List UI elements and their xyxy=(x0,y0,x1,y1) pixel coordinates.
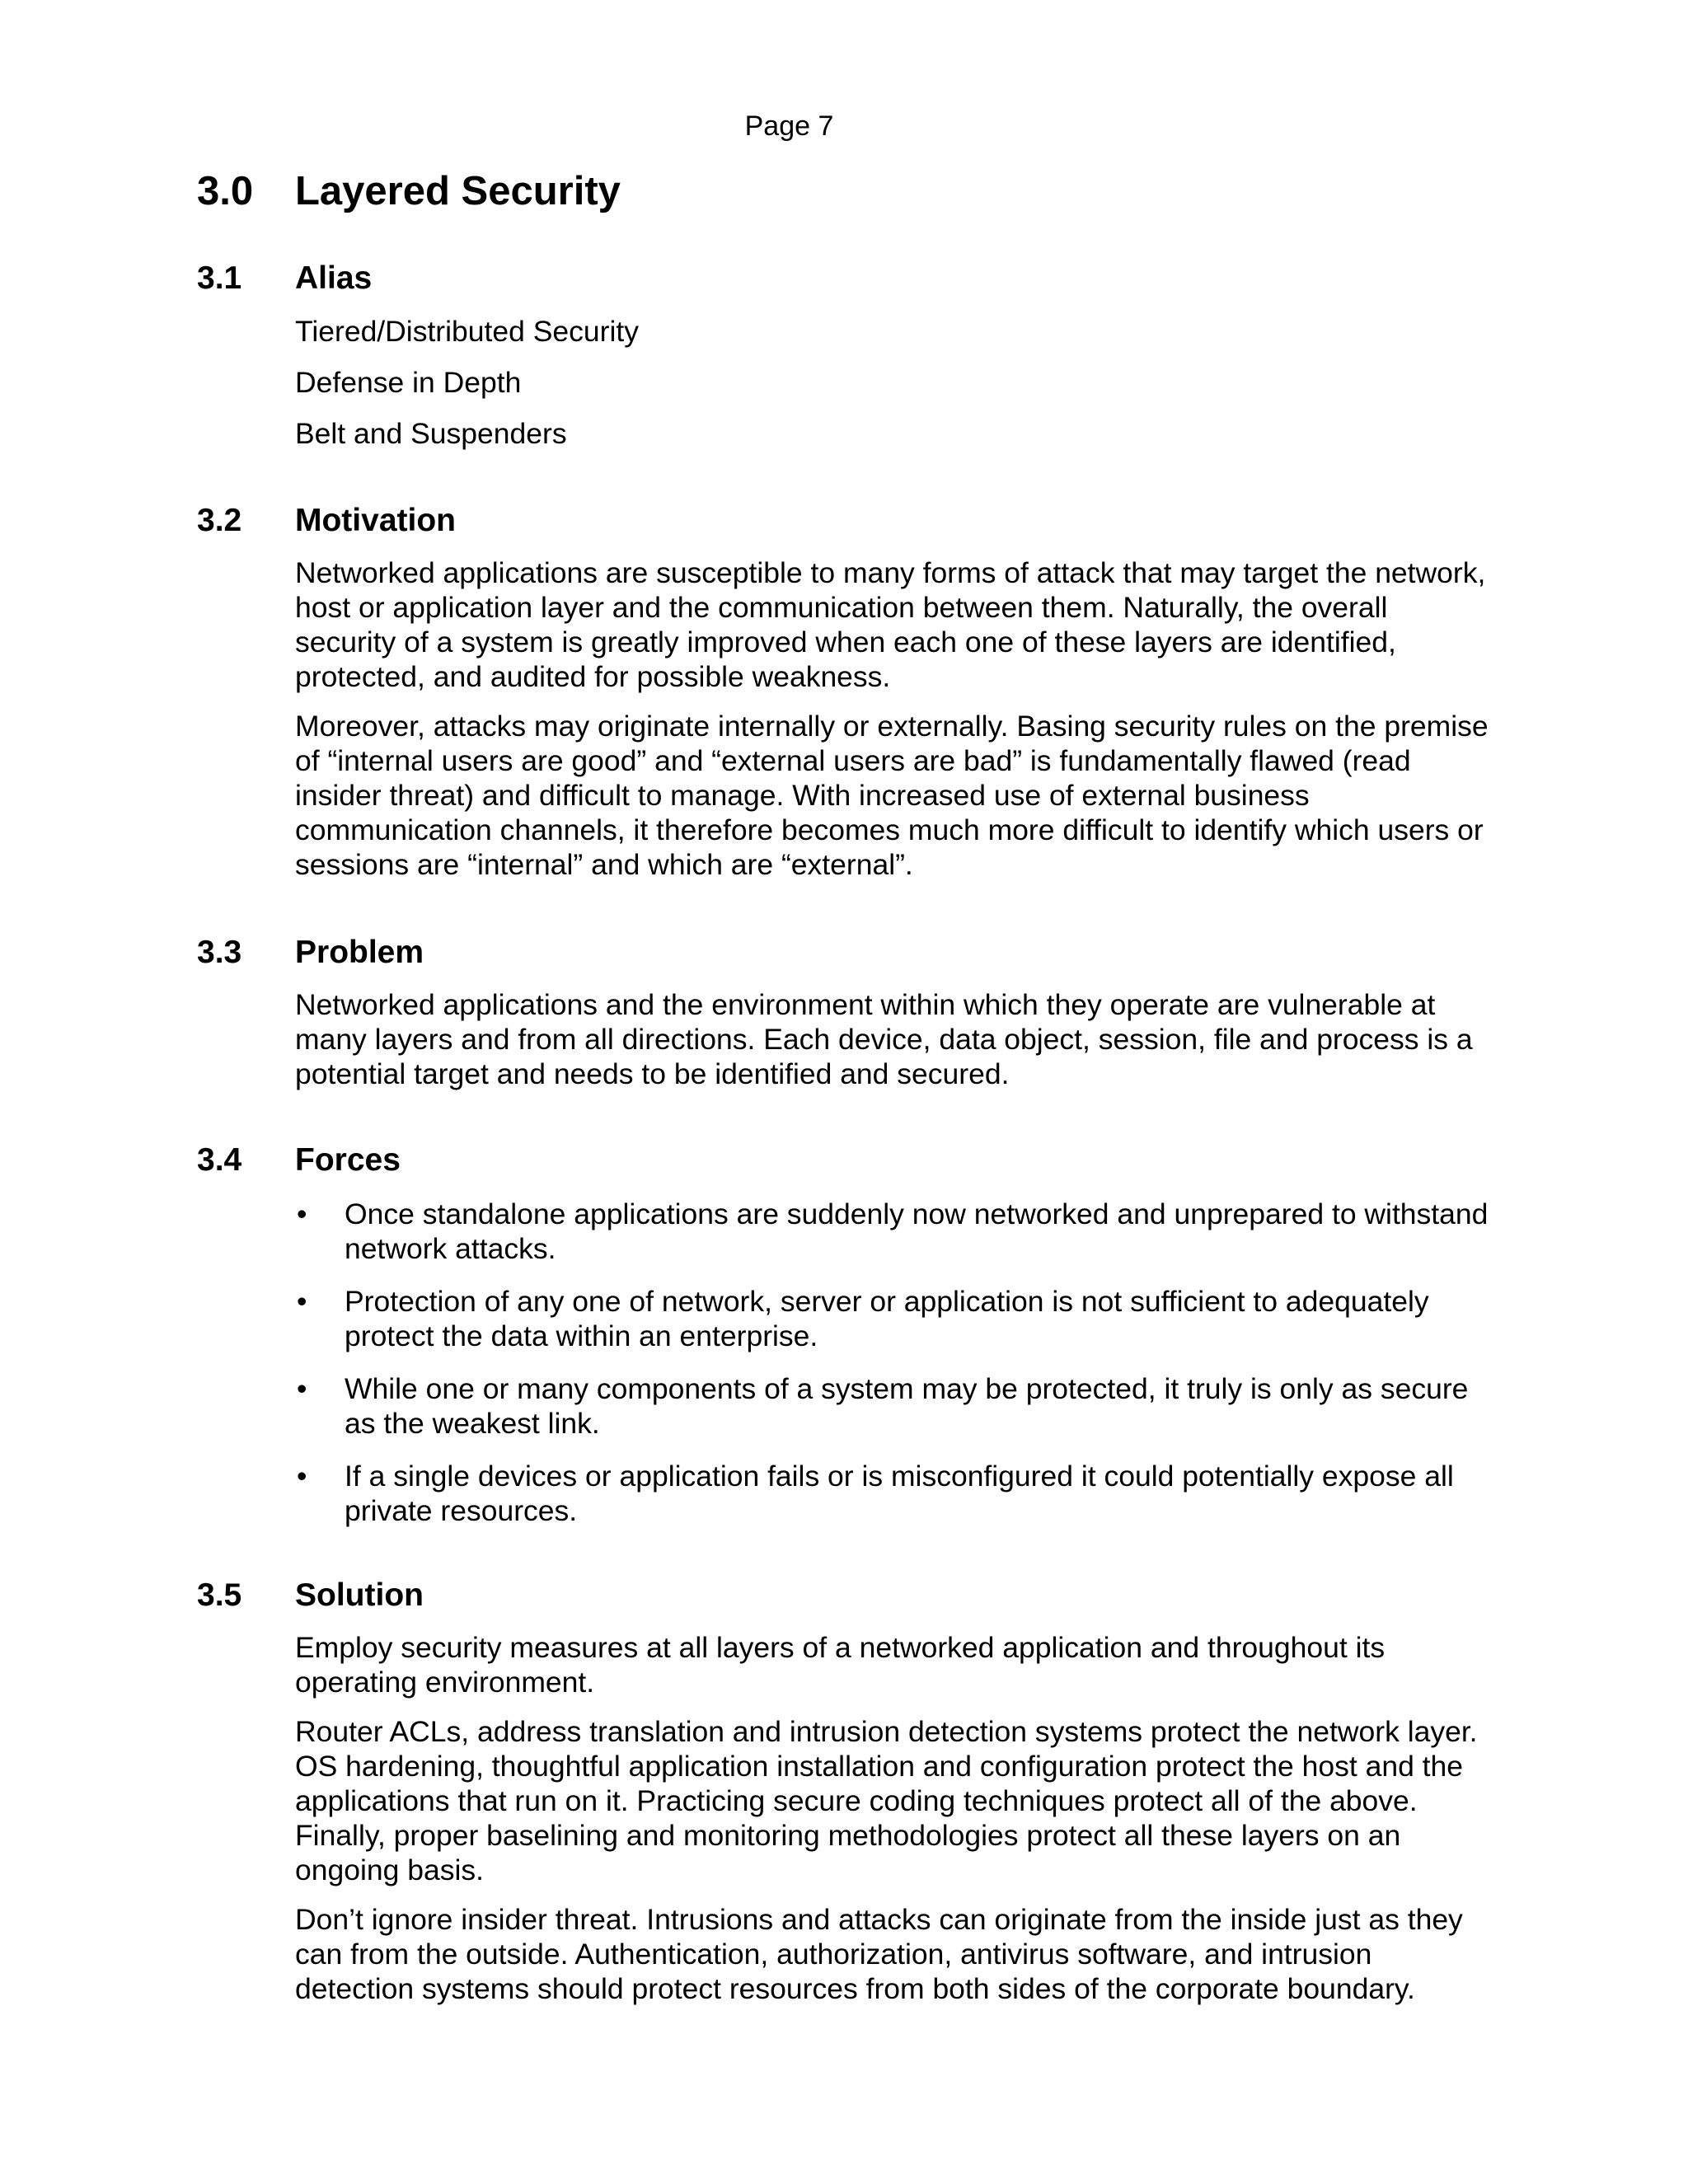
section-heading-forces xyxy=(197,1141,401,1180)
forces-list xyxy=(295,1197,1490,1528)
section-title: Motivation xyxy=(295,503,456,538)
section-title: Solution xyxy=(295,1577,424,1613)
motivation-body xyxy=(295,555,1490,897)
section-heading-solution xyxy=(197,1576,424,1615)
list-item xyxy=(295,1371,1490,1441)
chapter-number: 3.0 xyxy=(197,169,254,213)
alias-item: Belt and Suspenders xyxy=(295,417,567,450)
section-heading-alias xyxy=(197,259,372,298)
section-title: Forces xyxy=(295,1142,401,1178)
list-item xyxy=(295,1197,1490,1266)
list-item xyxy=(295,1284,1490,1353)
paragraph: Employ security measures at all layers of a networked application and throughout its operating environment. xyxy=(295,1631,1386,1699)
paragraph: Don’t ignore insider threat. Intrusions and attacks can originate from the inside just as they can from the outside. Authentication, authorization, antivirus software, and intrusion detection systems should protect resources from both sides of the corporate boundary. xyxy=(295,1903,1463,2005)
alias-list xyxy=(295,314,1490,467)
section-number: 3.4 xyxy=(197,1142,242,1178)
solution-body xyxy=(295,1630,1490,2021)
chapter-heading xyxy=(197,166,621,216)
paragraph: Moreover, attacks may originate internally or externally. Basing security rules on the premise of “internal users are good” and “external users are bad” is fundamentally flawed (read insider threat) and difficult to manage. With increased use of external business communication channels, it therefore becomes much more difficult to identify which users or sessions are “internal” and which are “external”. xyxy=(295,710,1489,881)
bullet-icon: • xyxy=(297,1285,307,1318)
section-number: 3.3 xyxy=(197,935,242,970)
list-item-text: If a single devices or application fails or is misconfigured it could potentially expose all private resources. xyxy=(345,1460,1454,1527)
list-item xyxy=(295,1459,1490,1528)
section-number: 3.1 xyxy=(197,260,242,296)
section-title: Alias xyxy=(295,260,373,296)
alias-item: Defense in Depth xyxy=(295,366,522,399)
chapter-title: Layered Security xyxy=(295,169,621,213)
bullet-icon: • xyxy=(297,1460,307,1493)
list-item-text: While one or many components of a system may be protected, it truly is only as secure as the weakest link. xyxy=(345,1372,1469,1440)
list-item-text: Protection of any one of network, server or application is not sufficient to adequately protect the data within an enterprise. xyxy=(345,1285,1429,1352)
problem-body xyxy=(295,987,1490,1106)
paragraph: Networked applications and the environment within which they operate are vulnerable at many layers and from all directions. Each device, data object, session, file and process is a potential target and needs to be identified and secured. xyxy=(295,988,1473,1090)
section-number: 3.5 xyxy=(197,1577,242,1613)
bullet-icon: • xyxy=(297,1372,307,1405)
list-item-text: Once standalone applications are suddenly now networked and unprepared to withstand network attacks. xyxy=(345,1197,1489,1265)
alias-item: Tiered/Distributed Security xyxy=(295,315,639,348)
section-heading-motivation xyxy=(197,501,456,541)
section-number: 3.2 xyxy=(197,503,242,538)
paragraph: Router ACLs, address translation and intrusion detection systems protect the network layer. OS hardening, thoughtful application installation and configuration protect the host and the applications that run on it. Practicing secure coding techniques protect all of the above. Finally, proper baselining and monitoring methodologies protect all these layers on an ongoing basis. xyxy=(295,1715,1478,1886)
section-heading-problem xyxy=(197,933,424,972)
bullet-icon: • xyxy=(297,1197,307,1230)
section-title: Problem xyxy=(295,935,424,970)
forces-body xyxy=(295,1197,1490,1546)
paragraph: Networked applications are susceptible to many forms of attack that may target the network, host or application layer and the communication between them. Naturally, the overall security of a system is greatly improved when each one of these layers are identified, protected, and audited for possible weakness. xyxy=(295,556,1486,693)
page-number: Page 7 xyxy=(744,110,834,142)
